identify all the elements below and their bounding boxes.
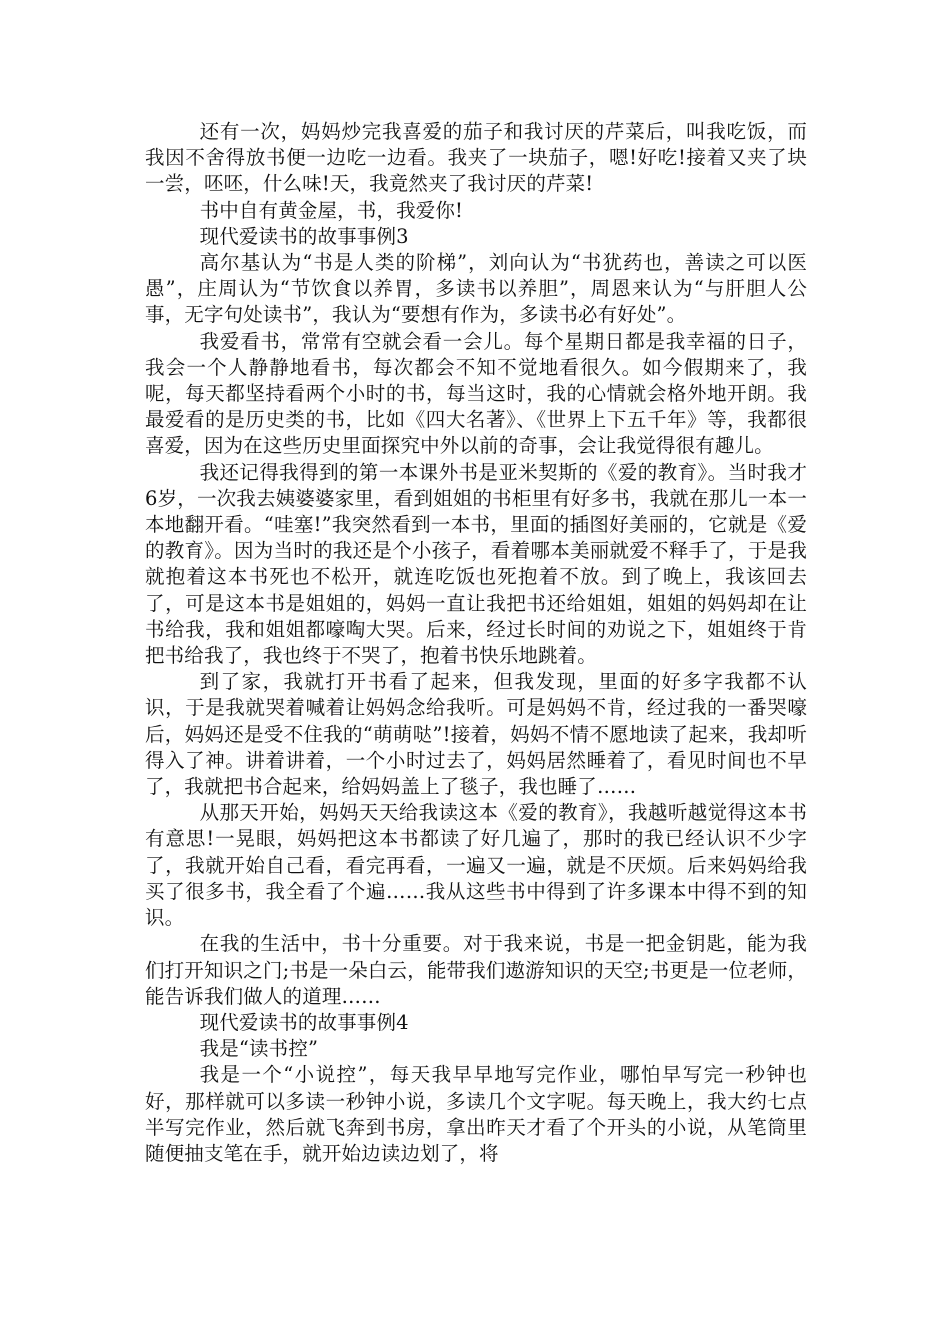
paragraph: 我是一个“小说控”，每天我早早地写完作业，哪怕早写完一秒钟也好，那样就可以多读一秒钟小说，多读几个文字呢。每天晚上，我大约七点半写完作业，然后就飞奔到书房，拿出昨天才看了个开头的小说，从笔筒里随便抽支笔在手，就开始边读边划了，将 (145, 1063, 807, 1165)
essay-title: 我是“读书控” (199, 1037, 319, 1061)
paragraph: 高尔基认为“书是人类的阶梯”，刘向认为“书犹药也，善读之可以医愚”，庄周认为“节饮食以养胃，多读书以养胆”，周恩来认为“与肝胆人公事，无字句处读书”，我认为“要想有作为，多读书必有好处”。 (145, 251, 807, 327)
paragraph: 从那天开始，妈妈天天给我读这本《爱的教育》，我越听越觉得这本书有意思!一晃眼，妈妈把这本书都读了好几遍了，那时的我已经认识不少字了，我就开始自己看，看完再看，一遍又一遍，就是不厌烦。后来妈妈给我买了很多书，我全看了个遍……我从这些书中得到了许多课本中得不到的知识。 (145, 801, 807, 930)
paragraph: 到了家，我就打开书看了起来，但我发现，里面的好多字我都不认识，于是我就哭着喊着让妈妈念给我听。可是妈妈不肯，经过我的一番哭嚎后，妈妈还是受不住我的“萌萌哒”!接着，妈妈不情不愿地读了起来，我却听得入了神。讲着讲着，一个小时过去了，妈妈居然睡着了，看见时间也不早了，我就把书合起来，给妈妈盖上了毯子，我也睡了…… (145, 670, 807, 799)
section-heading: 现代爱读书的故事事例3 (199, 224, 409, 248)
document-body (145, 119, 807, 1167)
paragraph: 还有一次，妈妈炒完我喜爱的茄子和我讨厌的芹菜后，叫我吃饭，而我因不舍得放书便一边吃一边看。我夹了一块茄子，嗯!好吃!接着又夹了块一尝，呸呸，什么味!天，我竟然夹了我讨厌的芹菜! (145, 120, 807, 196)
paragraph: 我爱看书，常常有空就会看一会儿。每个星期日都是我幸福的日子，我会一个人静静地看书，每次都会不知不觉地看很久。如今假期来了，我呢，每天都坚持看两个小时的书，每当这时，我的心情就会格外地开朗。我最爱看的是历史类的书，比如《四大名著》、《世界上下五千年》等，我都很喜爱，因为在这些历史里面探究中外以前的奇事，会让我觉得很有趣儿。 (145, 329, 807, 458)
paragraph: 我还记得我得到的第一本课外书是亚米契斯的《爱的教育》。当时我才6岁，一次我去姨婆婆家里，看到姐姐的书柜里有好多书，我就在那儿一本一本地翻开看。“哇塞!”我突然看到一本书，里面的插图好美丽的，它就是《爱的教育》。因为当时的我还是个小孩子，看着哪本美丽就爱不释手了，于是我就抱着这本书死也不松开，就连吃饭也死抱着不放。到了晚上，我该回去了，可是这本书是姐姐的，妈妈一直让我把书还给姐姐，姐姐的妈妈却在让书给我，我和姐姐都嚎啕大哭。后来，经过长时间的劝说之下，姐姐终于肯把书给我了，我也终于不哭了，抱着书快乐地跳着。 (145, 460, 807, 668)
section-heading: 现代爱读书的故事事例4 (199, 1010, 409, 1034)
paragraph: 在我的生活中，书十分重要。对于我来说，书是一把金钥匙，能为我们打开知识之门;书是一朵白云，能带我们遨游知识的天空;书更是一位老师，能告诉我们做人的道理…… (145, 932, 807, 1008)
paragraph: 书中自有黄金屋，书，我爱你! (199, 198, 464, 222)
